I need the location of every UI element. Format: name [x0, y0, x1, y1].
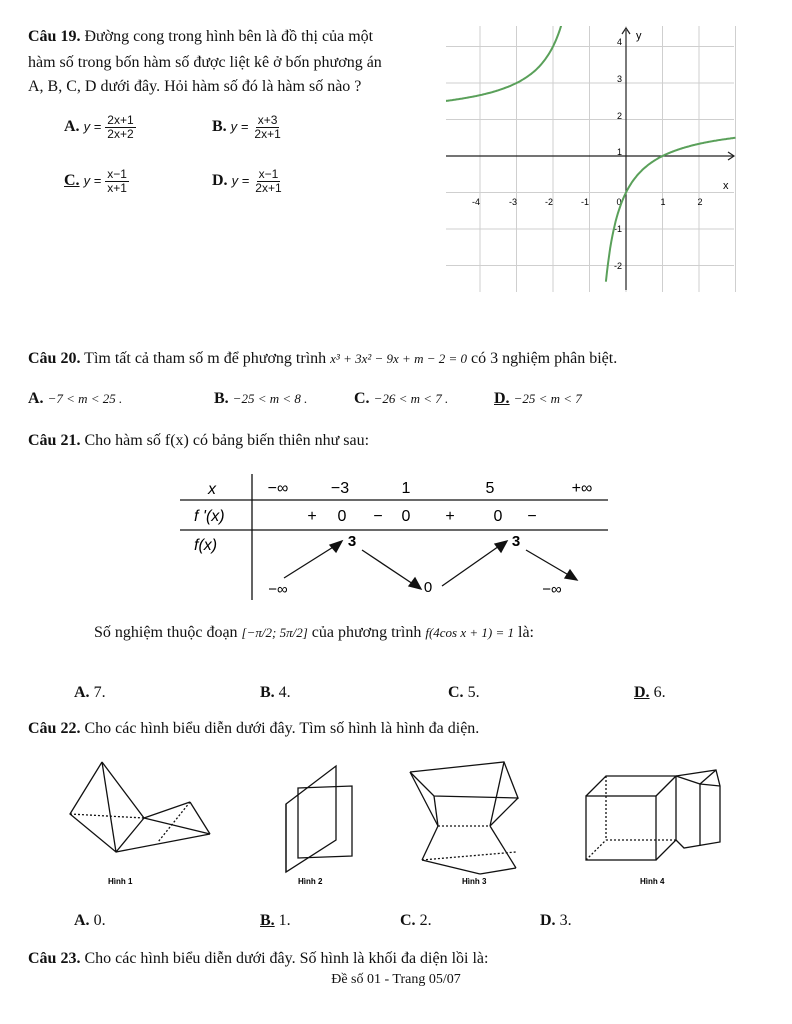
- option-letter: A.: [28, 390, 44, 407]
- arrow-down: [526, 550, 572, 577]
- q22-option-d: [540, 912, 572, 930]
- option-value: 2.: [419, 912, 432, 929]
- q21-option-b: [260, 684, 291, 702]
- option-value: 1.: [278, 912, 291, 929]
- option-letter: B.: [260, 912, 275, 929]
- option-letter: D.: [540, 912, 556, 929]
- q20-text-after: có 3 nghiệm phân biệt.: [471, 350, 618, 367]
- curve-left-branch: [446, 26, 566, 101]
- option-letter: C.: [354, 390, 370, 407]
- q19-option-b: [212, 114, 283, 141]
- x-value: 5: [485, 480, 495, 497]
- denominator: 2x+2: [107, 127, 134, 141]
- denominator: 2x+1: [255, 181, 282, 195]
- q19-line-1: [28, 28, 373, 46]
- q22-option-b: [260, 912, 291, 930]
- q19-option-d: [212, 168, 284, 195]
- arrow-up: [442, 544, 502, 586]
- x-axis-label: x: [723, 180, 729, 192]
- option-value: −7 < m < 25 .: [47, 391, 123, 406]
- denominator: x+1: [107, 181, 127, 195]
- q20-equation: x³ + 3x² − 9x + m − 2 = 0: [330, 351, 468, 366]
- y-tick-label: 4: [616, 37, 622, 47]
- x-tick-label: -1: [580, 197, 590, 207]
- numerator: x+3: [257, 113, 278, 127]
- y-tick-label: 3: [616, 74, 622, 84]
- option-letter: B.: [260, 684, 275, 701]
- option-letter: D.: [212, 172, 228, 190]
- arrowhead-icon: [330, 541, 342, 552]
- sign: +: [307, 508, 317, 525]
- x-tick-label: -4: [471, 197, 481, 207]
- option-value: −25 < m < 7: [513, 391, 582, 406]
- q21-variation-table: [180, 474, 620, 606]
- sign: −: [527, 508, 537, 525]
- y-tick-label: -1: [613, 224, 622, 234]
- figure-label: Hình 1: [108, 877, 133, 886]
- option-lhs: y =: [83, 119, 102, 135]
- q21-text: Cho hàm số f(x) có bảng biến thiên như sau:: [84, 432, 370, 449]
- figure-label: Hình 2: [298, 877, 323, 886]
- figure-label: Hình 3: [462, 877, 487, 886]
- q20-option-a: [28, 390, 122, 408]
- q22-stem: [28, 720, 479, 738]
- table-row-headers: [194, 481, 225, 554]
- numerator: x−1: [107, 167, 127, 181]
- q23-label: Câu 23.: [28, 950, 81, 967]
- f-value: −∞: [542, 581, 562, 598]
- y-axis-label: y: [636, 30, 642, 42]
- q19-text-1: Đường cong trong hình bên là đồ thị của một: [84, 28, 374, 45]
- q22-option-a: [74, 912, 106, 930]
- q21-option-c: [448, 684, 480, 702]
- y-tick-labels: [614, 37, 622, 271]
- q23-stem: [28, 950, 488, 968]
- arrow-down: [362, 550, 416, 586]
- option-letter: C.: [448, 684, 464, 701]
- q21-interval: [−π/2; 5π/2]: [241, 625, 308, 640]
- q19-option-c: [64, 168, 129, 195]
- denominator: 2x+1: [254, 127, 281, 141]
- sign: 0: [493, 508, 503, 525]
- q22-figures: [60, 756, 760, 892]
- fraction: [252, 114, 282, 141]
- option-value: −25 < m < 8 .: [232, 391, 308, 406]
- option-value: 0.: [93, 912, 106, 929]
- page-footer: Đề số 01 - Trang 05/07: [331, 972, 461, 987]
- figure-1: [70, 762, 210, 852]
- x-tick-label: 2: [697, 197, 703, 207]
- option-letter: B.: [214, 390, 229, 407]
- numerator: 2x+1: [107, 113, 134, 127]
- x-values: [268, 480, 593, 497]
- q21-label: Câu 21.: [28, 432, 81, 449]
- arrowhead-icon: [495, 541, 507, 552]
- option-letter: A.: [74, 912, 90, 929]
- figure-label: Hình 4: [640, 877, 665, 886]
- f-value: 3: [511, 533, 521, 550]
- x-value: −∞: [267, 480, 289, 497]
- x-value: +∞: [571, 480, 593, 497]
- option-letter: A.: [74, 684, 90, 701]
- q22-text: Cho các hình biểu diễn dưới đây. Tìm số hình là hình đa diện.: [84, 720, 480, 737]
- x-tick-label: 1: [660, 197, 666, 207]
- option-value: 7.: [93, 684, 106, 701]
- q20-option-c: [354, 390, 448, 408]
- option-letter: C.: [64, 172, 80, 190]
- option-letter: D.: [494, 390, 510, 407]
- option-value: 6.: [653, 684, 666, 701]
- q20-option-b: [214, 390, 307, 408]
- q20-label: Câu 20.: [28, 350, 81, 367]
- q19-graph: [446, 26, 736, 292]
- option-value: −26 < m < 7 .: [373, 391, 449, 406]
- derivative-signs: [307, 508, 536, 525]
- option-letter: A.: [64, 118, 80, 136]
- q21-question-mid: của phương trình: [311, 624, 422, 641]
- q21-question: [94, 624, 534, 642]
- row-f-header: f(x): [194, 537, 218, 554]
- sign: +: [445, 508, 455, 525]
- figure-3: [410, 762, 518, 874]
- q20-text: Tìm tất cả tham số m để phương trình: [84, 350, 327, 367]
- numerator: x−1: [258, 167, 279, 181]
- q19-label: Câu 19.: [28, 28, 81, 45]
- x-value: −3: [330, 480, 350, 497]
- q19-option-a: [64, 114, 136, 141]
- q21-option-a: [74, 684, 106, 702]
- y-tick-label: 2: [616, 111, 622, 121]
- q21-question-prefix: Số nghiệm thuộc đoạn: [94, 624, 238, 641]
- figure-4: [586, 770, 720, 860]
- q19-text-2: hàm số trong bốn hàm số được liệt kê ở bốn phương án: [28, 54, 382, 71]
- q21-stem: [28, 432, 369, 450]
- q21-option-d: [634, 684, 666, 702]
- y-tick-label: -2: [613, 261, 622, 271]
- q22-label: Câu 22.: [28, 720, 81, 737]
- row-x-header: x: [208, 481, 216, 498]
- f-value: 0: [423, 579, 433, 596]
- option-lhs: y =: [83, 173, 102, 189]
- f-values: [268, 533, 562, 598]
- q23-text: Cho các hình biểu diễn dưới đây. Số hình là khối đa diện lồi là:: [84, 950, 489, 967]
- row-fprime-header: f '(x): [194, 508, 225, 525]
- fraction: [253, 168, 283, 195]
- graph-grid: [446, 26, 736, 292]
- q20-stem: [28, 350, 617, 368]
- q22-option-c: [400, 912, 432, 930]
- option-letter: D.: [634, 684, 650, 701]
- option-letter: B.: [212, 118, 227, 136]
- f-value: −∞: [268, 581, 288, 598]
- option-value: 4.: [278, 684, 291, 701]
- x-tick-label: 0: [616, 197, 622, 207]
- arrowhead-icon: [565, 570, 577, 580]
- sign: 0: [401, 508, 411, 525]
- x-tick-label: -3: [508, 197, 518, 207]
- option-value: 5.: [467, 684, 480, 701]
- fraction: [105, 114, 135, 141]
- x-tick-label: -2: [544, 197, 554, 207]
- option-lhs: y =: [231, 173, 250, 189]
- q21-question-suffix: là:: [518, 624, 534, 641]
- f-value: 3: [347, 533, 357, 550]
- sign: 0: [337, 508, 347, 525]
- sign: −: [373, 508, 383, 525]
- option-lhs: y =: [230, 119, 249, 135]
- fraction: [105, 168, 129, 195]
- q21-equation: f(4cos x + 1) = 1: [425, 625, 514, 640]
- arrow-up: [284, 544, 338, 578]
- x-value: 1: [401, 480, 411, 497]
- option-letter: C.: [400, 912, 416, 929]
- q20-option-d: [494, 390, 582, 408]
- q19-text-3: A, B, C, D dưới đây. Hỏi hàm số đó là hàm số nào ?: [28, 78, 362, 95]
- option-value: 3.: [559, 912, 572, 929]
- figure-2: [286, 766, 352, 872]
- x-tick-labels: [472, 197, 703, 207]
- arrowhead-icon: [409, 578, 421, 589]
- curve-right-branch: [606, 138, 736, 282]
- y-tick-label: 1: [616, 147, 622, 157]
